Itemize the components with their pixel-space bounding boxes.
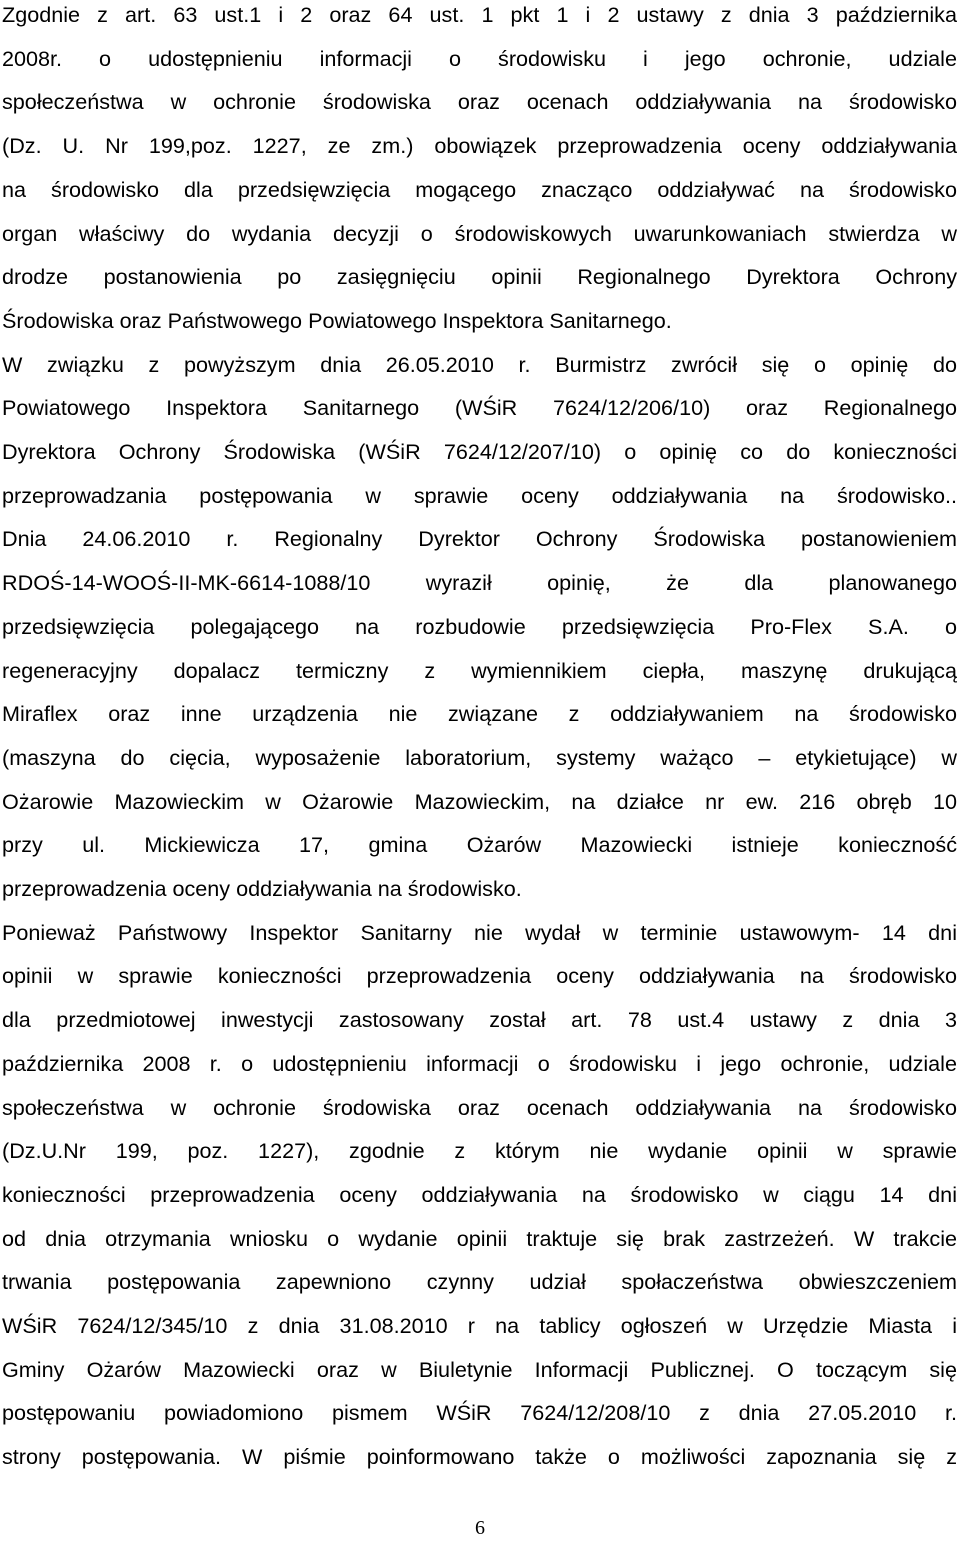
text-line: dla przedmiotowej inwestycji zastosowany został art. 78 ust.4 ustawy z dnia 3 (2, 1007, 957, 1033)
text-line: społeczeństwa w ochronie środowiska oraz ocenach oddziaływania na środowisko (2, 1094, 957, 1120)
text-line: października 2008 r. o udostępnieniu informacji o środowisku i jego ochronie, udziale (2, 1050, 957, 1076)
text-line: na środowisko dla przedsięwzięcia mogącego znacząco oddziaływać na środowisko (2, 176, 957, 202)
text-line: Dnia 24.06.2010 r. Regionalny Dyrektor Ochrony Środowiska postanowieniem (2, 526, 957, 552)
text-line: regeneracyjny dopalacz termiczny z wymiennikiem ciepła, maszynę drukującą (2, 657, 957, 683)
text-line: Ponieważ Państwowy Inspektor Sanitarny nie wydał w terminie ustawowym- 14 dni (2, 919, 957, 945)
text-line: trwania postępowania zapewniono czynny udział społaczeństwa obwieszczeniem (2, 1269, 957, 1295)
text-line: W związku z powyższym dnia 26.05.2010 r. Burmistrz zwrócił się o opinię do (2, 351, 957, 377)
text-line: Zgodnie z art. 63 ust.1 i 2 oraz 64 ust. 1 pkt 1 i 2 ustawy z dnia 3 października (2, 2, 957, 27)
text-line: (Dz.U.Nr 199, poz. 1227), zgodnie z którym nie wydanie opinii w sprawie (2, 1138, 957, 1164)
text-line: (maszyna do cięcia, wyposażenie laboratorium, systemy ważąco – etykietujące) w (2, 744, 957, 770)
text-line: przeprowadzania postępowania w sprawie oceny oddziaływania na środowisko.. (2, 482, 957, 508)
text-line: przeprowadzenia oceny oddziaływania na środowisko. (2, 876, 522, 901)
text-line: konieczności przeprowadzenia oceny oddziaływania na środowisko w ciągu 14 dni (2, 1181, 957, 1207)
text-line: organ właściwy do wydania decyzji o środowiskowych uwarunkowaniach stwierdza w (2, 220, 957, 246)
text-line: drodze postanowienia po zasięgnięciu opinii Regionalnego Dyrektora Ochrony (2, 264, 957, 290)
text-line: przy ul. Mickiewicza 17, gmina Ożarów Mazowiecki istnieje konieczność (2, 832, 957, 858)
text-line: strony postępowania. W piśmie poinformowano także o możliwości zapoznania się z (2, 1444, 957, 1470)
text-line: Ożarowie Mazowieckim w Ożarowie Mazowieckim, na działce nr ew. 216 obręb 10 (2, 788, 957, 814)
text-line: od dnia otrzymania wniosku o wydanie opinii traktuje się brak zastrzeżeń. W trakcie (2, 1225, 957, 1251)
text-line: Gminy Ożarów Mazowiecki oraz w Biuletynie Informacji Publicznej. O toczącym się (2, 1356, 957, 1382)
text-line: przedsięwzięcia polegającego na rozbudowie przedsięwzięcia Pro-Flex S.A. o (2, 613, 957, 639)
text-line: Miraflex oraz inne urządzenia nie związane z oddziaływaniem na środowisko (2, 701, 957, 727)
text-line: (Dz. U. Nr 199,poz. 1227, ze zm.) obowiązek przeprowadzenia oceny oddziaływania (2, 133, 957, 159)
text-line: opinii w sprawie konieczności przeprowadzenia oceny oddziaływania na środowisko (2, 963, 957, 989)
text-line: 2008r. o udostępnieniu informacji o środowisku i jego ochronie, udziale (2, 45, 957, 71)
page-number: 6 (475, 1517, 485, 1539)
text-line: postępowaniu powiadomiono pismem WŚiR 7624/12/208/10 z dnia 27.05.2010 r. (2, 1400, 957, 1426)
text-line: Środowiska oraz Państwowego Powiatowego Inspektora Sanitarnego. (2, 307, 672, 333)
text-line: Powiatowego Inspektora Sanitarnego (WŚiR 7624/12/206/10) oraz Regionalnego (2, 395, 957, 421)
text-line: Dyrektora Ochrony Środowiska (WŚiR 7624/12/207/10) o opinię co do konieczności (2, 439, 957, 464)
text-line: społeczeństwa w ochronie środowiska oraz ocenach oddziaływania na środowisko (2, 89, 957, 115)
text-line: RDOŚ-14-WOOŚ-II-MK-6614-1088/10 wyraził opinię, że dla planowanego (2, 570, 957, 596)
text-line: WŚiR 7624/12/345/10 z dnia 31.08.2010 r na tablicy ogłoszeń w Urzędzie Miasta i (2, 1313, 957, 1338)
